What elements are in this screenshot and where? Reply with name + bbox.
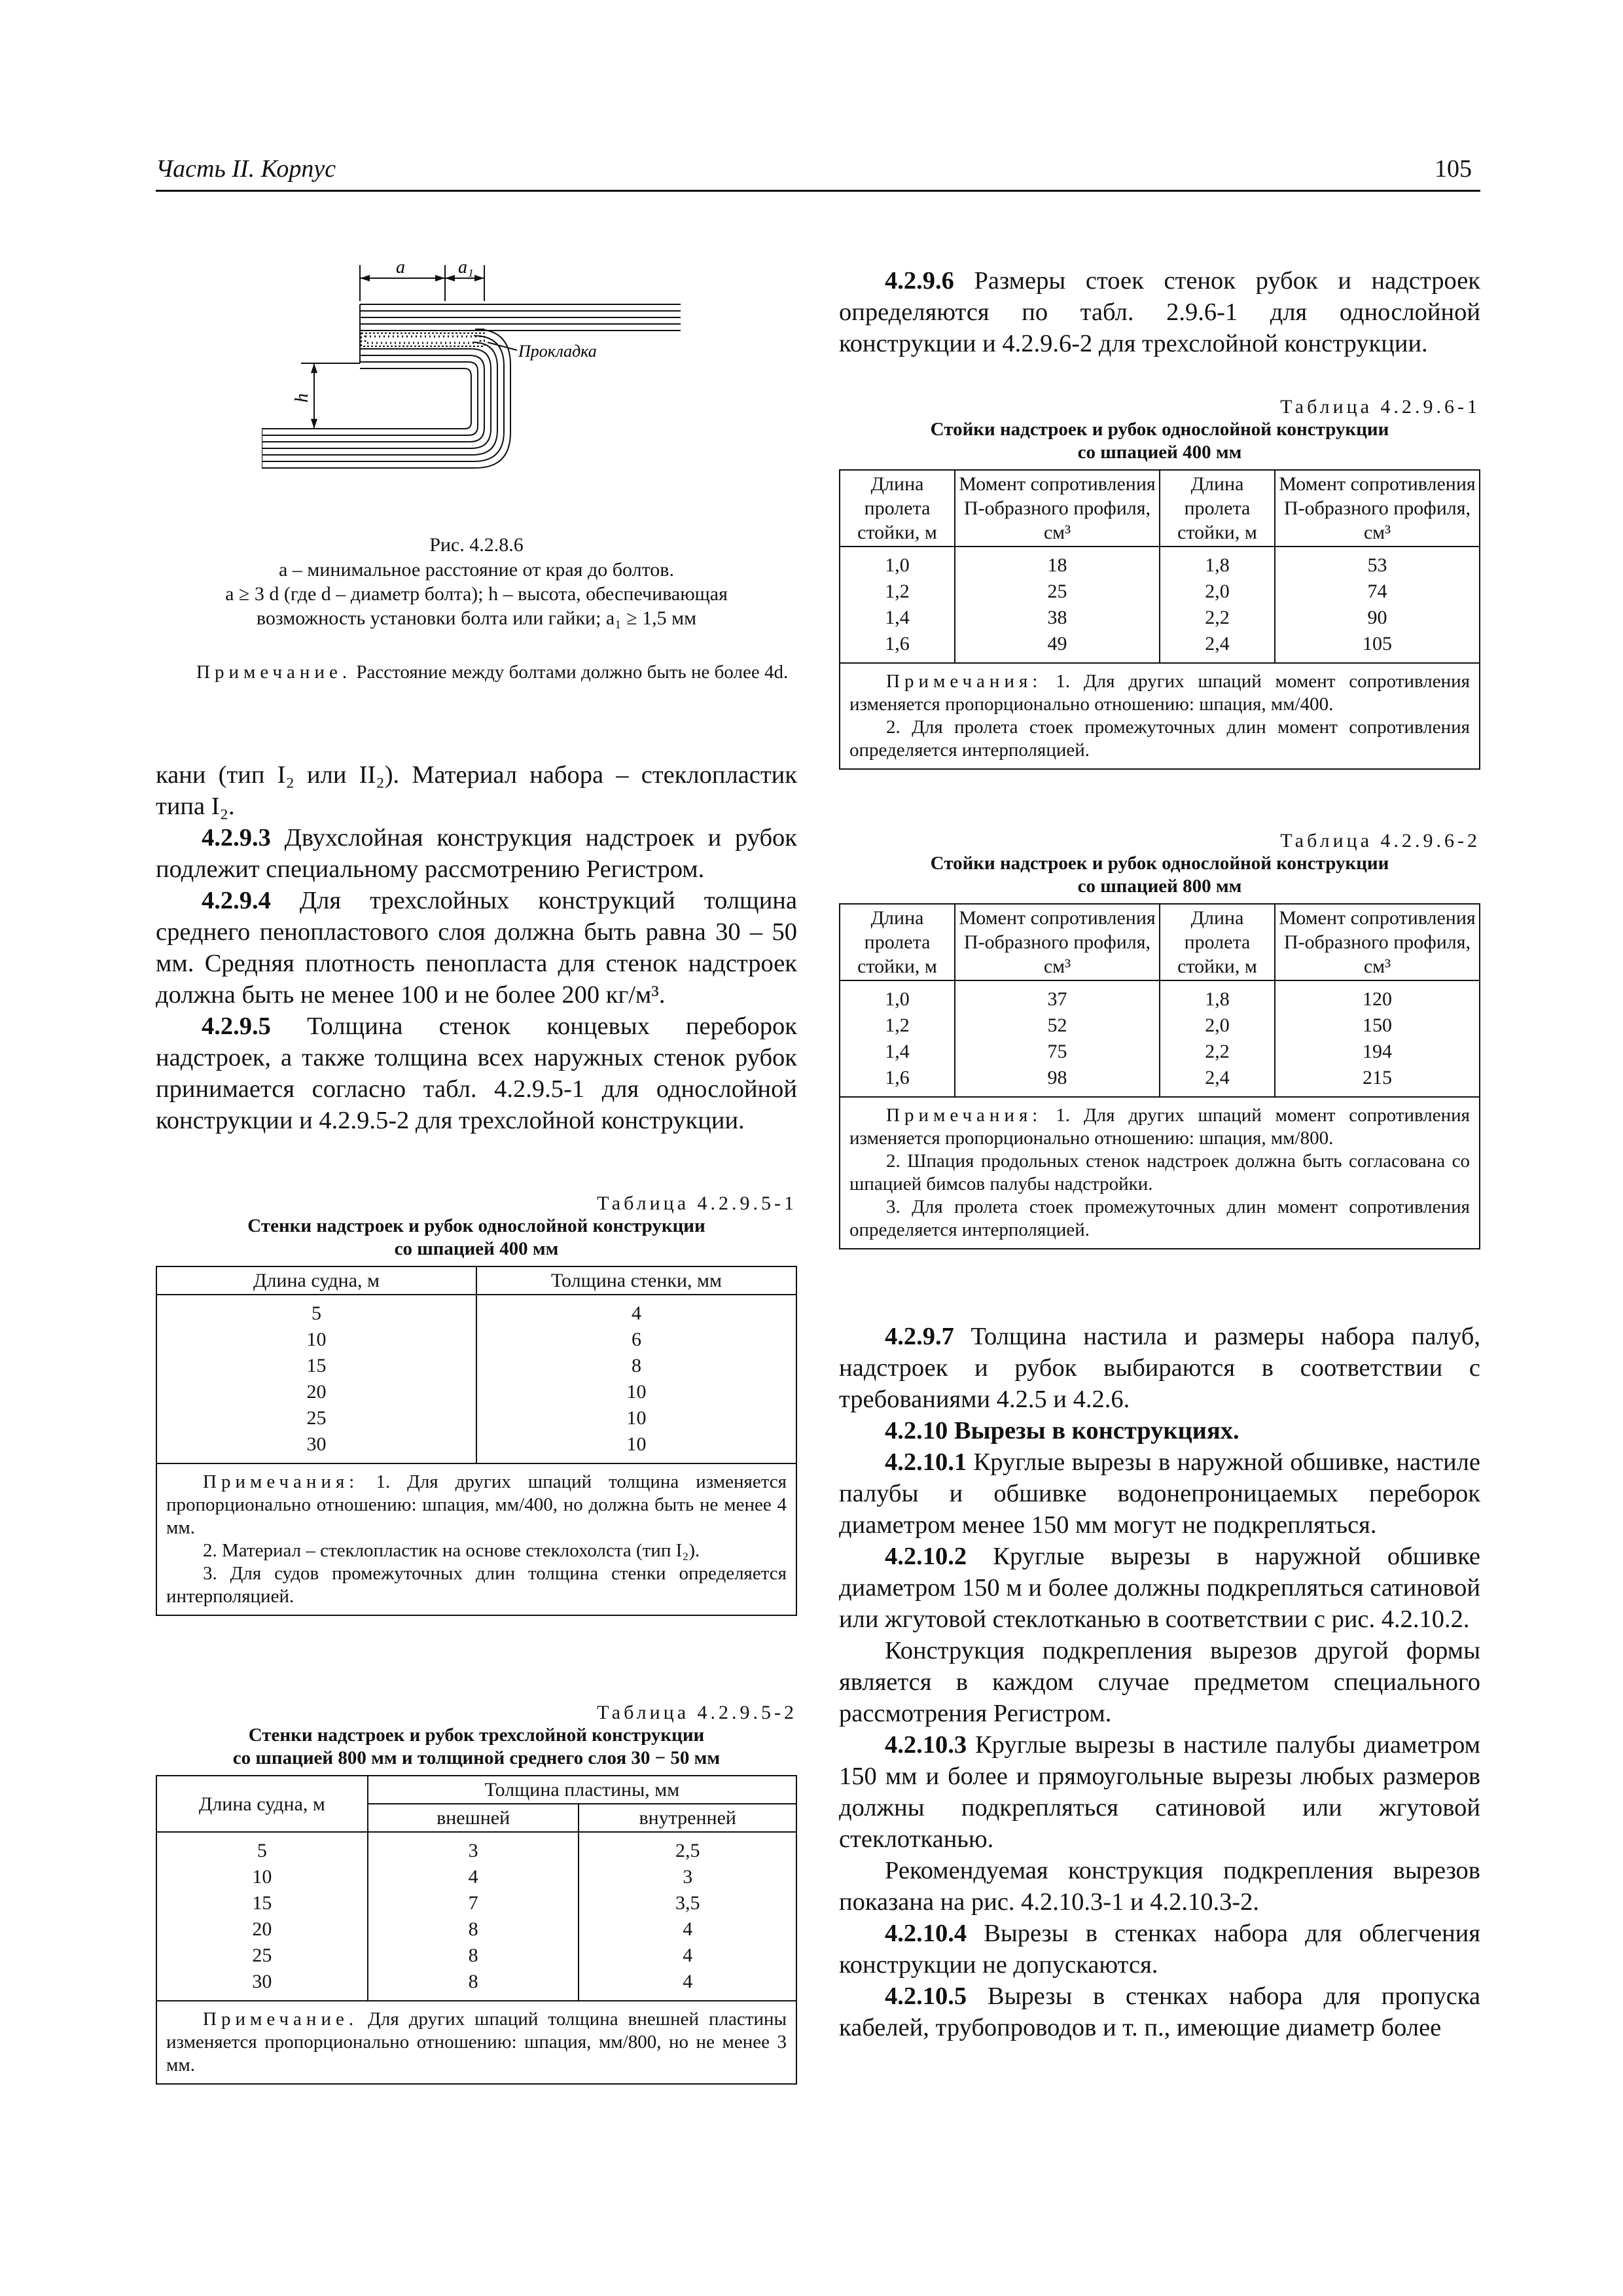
- table-number: Таблица 4.2.9.5-2: [597, 1702, 797, 1723]
- cell: 25: [252, 1945, 272, 1966]
- clause-text: Круглые вырезы в наружной обшивке диаметром 150 м и более должны подкрепляться сатиновой или жгутовой стеклотканью в соответствии с рис. 4.2.10.2.: [839, 1543, 1480, 1633]
- table-title-1: Стойки надстроек и рубок однослойной конструкции: [930, 853, 1389, 874]
- cell: 8: [468, 1971, 478, 1992]
- dim-a1-label: a₁: [458, 257, 474, 278]
- cell: 150: [1363, 1014, 1392, 1036]
- paragraph-4-2-9-7: [839, 1321, 1480, 1415]
- clause-text: Для трехслойных конструкций толщина среднего пенопластового слоя должна быть равна 30 – 50 мм. Средняя плотность пенопласта для стенок надстроек должна быть не менее 100 и не более 200 кг/м³.: [156, 887, 797, 1009]
- cell: 74: [1367, 581, 1387, 602]
- paragraph-text: Конструкция подкрепления вырезов другой формы является в каждом случае предметом специального рассмотрения Регистром.: [839, 1637, 1480, 1727]
- cell: 4: [683, 1971, 693, 1992]
- cell: 30: [306, 1433, 327, 1455]
- column-moment-2: [1275, 547, 1480, 663]
- figure-desc-1: a – минимальное расстояние от края до болтов.: [279, 559, 674, 581]
- clause-number: 4.2.10.1: [885, 1448, 967, 1476]
- cell: 4: [683, 1945, 693, 1966]
- cell: 3: [683, 1866, 693, 1888]
- table-notes: [156, 2001, 796, 2084]
- note-1: 1. Для других шпаций толщина изменяется пропорционально отношению: шпация, мм/400, но должна быть не менее 4 мм.: [166, 1471, 787, 1538]
- cell: 2,4: [1205, 633, 1230, 655]
- paragraph-4-2-10-5: [839, 1981, 1480, 2043]
- table-title-1: Стойки надстроек и рубок однослойной конструкции: [930, 419, 1389, 440]
- cell: 1,8: [1205, 988, 1230, 1010]
- cell: 3,5: [675, 1892, 700, 1914]
- clause-number: 4.2.9.4: [202, 887, 271, 914]
- paragraph-recommended: [839, 1855, 1480, 1918]
- cell: 8: [632, 1355, 641, 1376]
- column-span-2: [1160, 980, 1275, 1097]
- table-title-2: со шпацией 400 мм: [394, 1238, 559, 1259]
- cell: 4: [683, 1918, 693, 1940]
- paragraph-4-2-10-4: [839, 1918, 1480, 1981]
- figure-desc-3: возможность установки болта или гайки; a₁ ≥ 1,5 мм: [256, 607, 697, 629]
- cell: 1,0: [885, 988, 910, 1010]
- clause-number: 4.2.9.5: [202, 1013, 271, 1040]
- left-text-block: [156, 759, 797, 1136]
- table-4-2-9-5-2: [156, 1702, 797, 2085]
- cell: 37: [1047, 988, 1067, 1010]
- cell: 52: [1047, 1014, 1067, 1036]
- cell: 20: [306, 1381, 327, 1403]
- cell: 98: [1047, 1067, 1067, 1088]
- header-span-1: Длина пролета стойки, м: [840, 470, 955, 547]
- cell: 2,5: [675, 1840, 700, 1861]
- cell: 105: [1363, 633, 1392, 655]
- column-wall-thickness: [476, 1295, 796, 1463]
- cell: 10: [626, 1381, 647, 1403]
- paragraph-4-2-10-2: [839, 1541, 1480, 1635]
- cell: 10: [626, 1433, 647, 1455]
- table-4-2-9-6-1: [839, 396, 1480, 770]
- clause-text: Круглые вырезы в настиле палубы диаметром 150 мм и более и прямоугольные вырезы любых размеров должны подкрепляться сатиновой или жгутовой стеклотканью.: [839, 1731, 1480, 1853]
- note-2: 2. Шпация продольных стенок надстроек должна быть согласована со шпацией бимсов палубы надстройки.: [849, 1151, 1470, 1194]
- cell: 90: [1367, 607, 1387, 628]
- header-rule: [156, 190, 1480, 192]
- table-grid: [156, 1775, 797, 2085]
- header-plate-thickness: Толщина пластины, мм: [368, 1776, 796, 1804]
- cell: 1,8: [1205, 554, 1230, 576]
- table-title-1: Стенки надстроек и рубок однослойной конструкции: [247, 1215, 705, 1236]
- cell: 7: [468, 1892, 478, 1914]
- clause-number: 4.2.10.5: [885, 1982, 967, 2010]
- clause-number: 4.2.10.2: [885, 1543, 967, 1570]
- cell: 20: [252, 1918, 272, 1940]
- figure-note-text: Расстояние между болтами должно быть не более 4d.: [351, 662, 789, 683]
- cell: 2,2: [1205, 607, 1230, 628]
- table-title-2: со шпацией 800 мм и толщиной среднего слоя 30 − 50 мм: [232, 1748, 721, 1768]
- cell: 5: [257, 1840, 267, 1861]
- note-1: 1. Для других шпаций момент сопротивления изменяется пропорционально отношению: шпация, мм/400.: [849, 671, 1470, 715]
- clause-number: 4.2.10.4: [885, 1920, 967, 1947]
- cell: 8: [468, 1945, 478, 1966]
- paragraph-text: Рекомендуемая конструкция подкрепления вырезов показана на рис. 4.2.10.3-1 и 4.2.10.3-2.: [839, 1857, 1480, 1916]
- cell: 1,0: [885, 554, 910, 576]
- paragraph-other-shapes: [839, 1635, 1480, 1729]
- note-label: Примечание.: [203, 2009, 359, 2030]
- table-grid: [839, 903, 1480, 1249]
- paragraph-4-2-9-6: [839, 265, 1480, 359]
- header-moment-1: Момент сопротивления П-образного профиля, см³: [955, 904, 1160, 980]
- header-span-2: Длина пролета стойки, м: [1160, 470, 1275, 547]
- notes-label: Примечания:: [203, 1471, 359, 1492]
- clause-number: 4.2.9.7: [885, 1323, 954, 1350]
- column-moment-1: [955, 547, 1160, 663]
- column-ship-length: [156, 1832, 368, 2001]
- cell: 75: [1047, 1041, 1067, 1062]
- header-ship-length: Длина судна, м: [156, 1776, 368, 1832]
- cell: 1,6: [885, 633, 910, 655]
- section-heading-text: 4.2.10 Вырезы в конструкциях.: [885, 1417, 1240, 1444]
- cell: 2,2: [1205, 1041, 1230, 1062]
- paragraph-continuation: кани (тип I₂ или II₂). Материал набора – стеклопластик типа I₂.: [156, 761, 797, 820]
- cell: 25: [306, 1407, 327, 1429]
- table-title-2: со шпацией 400 мм: [1077, 442, 1242, 463]
- cell: 49: [1047, 633, 1067, 655]
- cell: 53: [1367, 554, 1387, 576]
- cell: 10: [306, 1329, 327, 1350]
- cell: 2,0: [1205, 1014, 1230, 1036]
- column-span-1: [840, 980, 955, 1097]
- cell: 18: [1047, 554, 1067, 576]
- paragraph-4-2-9-6-block: [839, 265, 1480, 359]
- cell: 4: [468, 1866, 478, 1888]
- table-grid: [839, 469, 1480, 770]
- header-inner: внутренней: [579, 1804, 796, 1832]
- note-2: 2. Для пролета стоек промежуточных длин момент сопротивления определяется интерполяцией.: [849, 717, 1470, 761]
- table-notes: [156, 1463, 796, 1615]
- table-number: Таблица 4.2.9.5-1: [597, 1193, 797, 1214]
- figure-note-label: Примечание.: [196, 662, 352, 683]
- cell: 1,6: [885, 1067, 910, 1088]
- cell: 10: [252, 1866, 272, 1888]
- header-moment-2: Момент сопротивления П-образного профиля, см³: [1275, 470, 1480, 547]
- column-outer: [368, 1832, 579, 2001]
- header-span-2: Длина пролета стойки, м: [1160, 904, 1275, 980]
- dim-h-label: h: [292, 393, 312, 403]
- cell: 30: [252, 1971, 272, 1992]
- cell: 120: [1363, 988, 1392, 1010]
- figure-bolt-joint: [262, 252, 694, 494]
- table-number: Таблица 4.2.9.6-1: [1280, 396, 1480, 418]
- column-moment-1: [955, 980, 1160, 1097]
- table-4-2-9-5-1: [156, 1193, 797, 1616]
- note-2: 2. Материал – стеклопластик на основе стеклохолста (тип I₂).: [203, 1540, 700, 1561]
- header-moment-2: Момент сопротивления П-образного профиля, см³: [1275, 904, 1480, 980]
- figure-caption: Рис. 4.2.8.6: [429, 534, 524, 556]
- cell: 1,4: [885, 607, 910, 628]
- table-grid: [156, 1266, 797, 1616]
- notes-label: Примечания:: [886, 671, 1043, 692]
- paragraph-4-2-10-1: [839, 1446, 1480, 1541]
- paragraph-4-2-9-4: [156, 885, 797, 1011]
- figure-desc-2: a ≥ 3 d (где d – диаметр болта); h – высота, обеспечивающая: [225, 583, 728, 605]
- cell: 10: [626, 1407, 647, 1429]
- paragraph-4-2-9-5: [156, 1011, 797, 1136]
- cell: 215: [1363, 1067, 1392, 1088]
- clause-number: 4.2.9.3: [202, 824, 271, 852]
- table-notes: [840, 663, 1480, 769]
- gasket-label: Прокладка: [518, 342, 597, 361]
- note-1: 1. Для других шпаций момент сопротивления изменяется пропорционально отношению: шпация, мм/800.: [849, 1105, 1470, 1149]
- paragraph-4-2-9-3: [156, 822, 797, 885]
- clause-text: Двухслойная конструкция надстроек и рубок подлежит специальному рассмотрению Регистром.: [156, 824, 797, 883]
- cell: 1,2: [885, 1014, 910, 1036]
- section-heading-4-2-10: [839, 1415, 1480, 1446]
- column-span-1: [840, 547, 955, 663]
- page-number: 105: [1435, 155, 1472, 183]
- note-3: 3. Для пролета стоек промежуточных длин момент сопротивления определяется интерполяцией.: [849, 1196, 1470, 1240]
- header-outer: внешней: [368, 1804, 579, 1832]
- header-ship-length: Длина судна, м: [156, 1266, 476, 1295]
- cell: 3: [468, 1840, 478, 1861]
- cell: 5: [312, 1302, 321, 1324]
- notes-label: Примечания:: [886, 1105, 1043, 1126]
- paragraph-4-2-10-3: [839, 1729, 1480, 1855]
- clause-number: 4.2.10.3: [885, 1731, 967, 1759]
- table-title-2: со шпацией 800 мм: [1077, 876, 1242, 897]
- header-span-1: Длина пролета стойки, м: [840, 904, 955, 980]
- right-text-block: [839, 1321, 1480, 2043]
- note-3: 3. Для судов промежуточных длин толщина стенки определяется интерполяцией.: [166, 1563, 787, 1607]
- clause-text: Толщина настила и размеры набора палуб, надстроек и рубок выбираются в соответствии с требованиями 4.2.5 и 4.2.6.: [839, 1323, 1480, 1413]
- cell: 8: [468, 1918, 478, 1940]
- running-header: Часть II. Корпус: [156, 155, 336, 183]
- note-text: Для других шпаций толщина внешней пластины изменяется пропорционально отношению: шпация, мм/800, но не менее 3 мм.: [166, 2009, 787, 2075]
- cell: 1,2: [885, 581, 910, 602]
- cell: 15: [252, 1892, 272, 1914]
- cell: 25: [1047, 581, 1067, 602]
- cell: 2,0: [1205, 581, 1230, 602]
- column-ship-length: [156, 1295, 476, 1463]
- cell: 194: [1363, 1041, 1392, 1062]
- clause-text: Вырезы в стенках набора для облегчения конструкции не допускаются.: [839, 1920, 1480, 1979]
- header-wall-thickness: Толщина стенки, мм: [476, 1266, 796, 1295]
- column-moment-2: [1275, 980, 1480, 1097]
- dim-a-label: a: [396, 257, 405, 278]
- clause-text: Толщина стенок концевых переборок надстроек, а также толщина всех наружных стенок рубок принимается согласно табл. 4.2.9.5-1 для однослойной конструкции и 4.2.9.5-2 для трехслойной конструкции.: [156, 1013, 797, 1134]
- clause-number: 4.2.9.6: [885, 267, 954, 295]
- column-span-2: [1160, 547, 1275, 663]
- cell: 2,4: [1205, 1067, 1230, 1088]
- cell: 4: [632, 1302, 641, 1324]
- table-notes: [840, 1097, 1480, 1249]
- clause-text: Размеры стоек стенок рубок и надстроек определяются по табл. 2.9.6-1 для однослойной конструкции и 4.2.9.6-2 для трехслойной конструкции.: [839, 267, 1480, 357]
- clause-text: Круглые вырезы в наружной обшивке, настиле палубы и обшивке водонепроницаемых переборок диаметром менее 150 мм могут не подкрепляться.: [839, 1448, 1480, 1539]
- figure-note: [156, 661, 797, 684]
- header-moment-1: Момент сопротивления П-образного профиля, см³: [955, 470, 1160, 547]
- column-inner: [579, 1832, 796, 2001]
- cell: 6: [632, 1329, 641, 1350]
- cell: 38: [1047, 607, 1067, 628]
- clause-text: Вырезы в стенках набора для пропуска кабелей, трубопроводов и т. п., имеющие диаметр более: [839, 1982, 1480, 2041]
- cell: 15: [306, 1355, 327, 1376]
- table-4-2-9-6-2: [839, 830, 1480, 1249]
- table-number: Таблица 4.2.9.6-2: [1280, 830, 1480, 852]
- table-title-1: Стенки надстроек и рубок трехслойной конструкции: [248, 1725, 705, 1746]
- cell: 1,4: [885, 1041, 910, 1062]
